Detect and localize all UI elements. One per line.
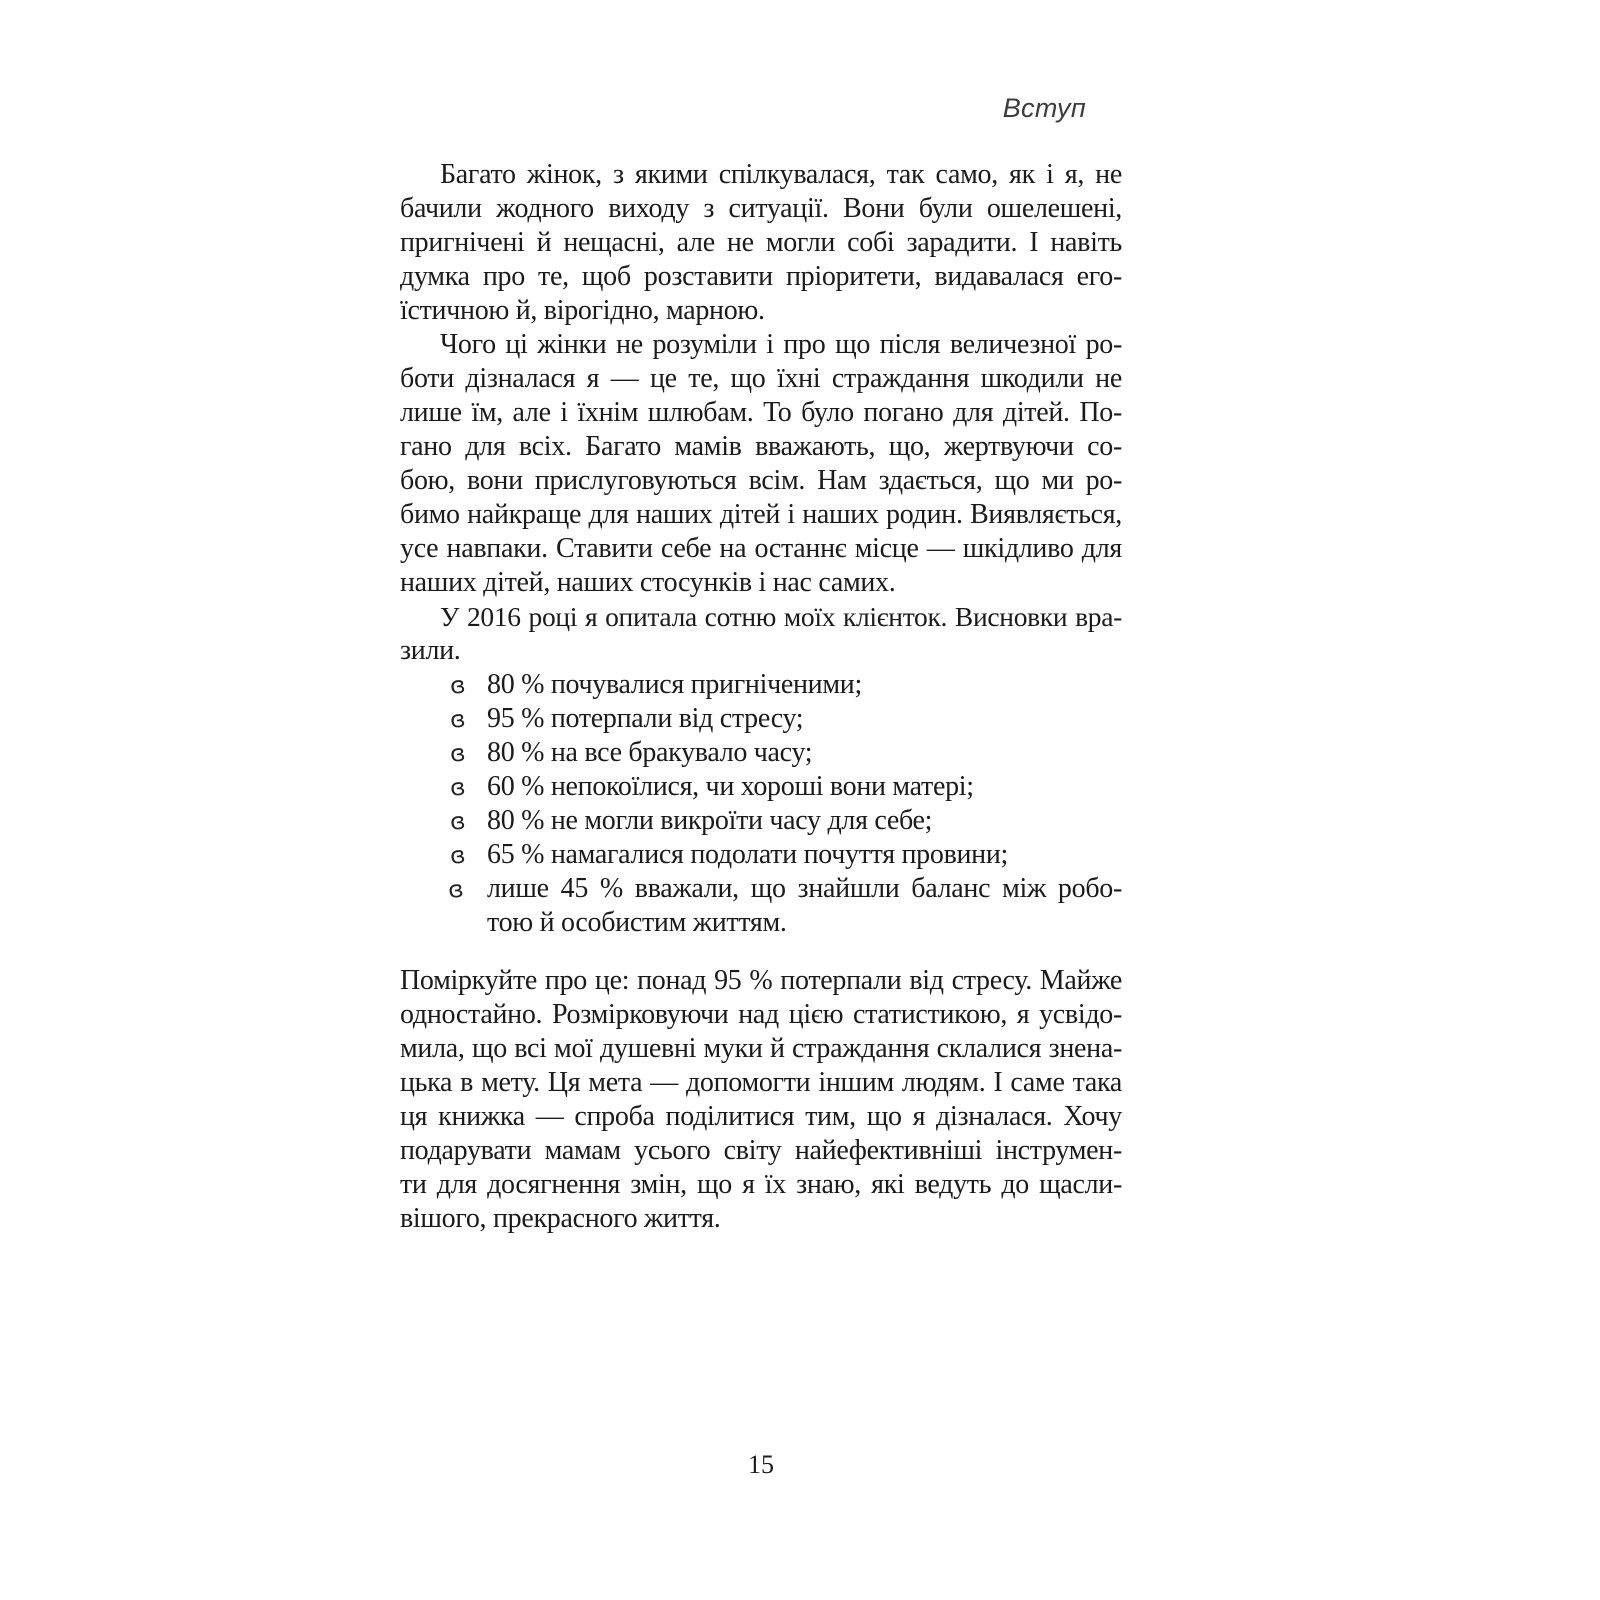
- text-line: У 2016 році я опитала сотню моїх клієнток. Висновки вра-: [440, 601, 1122, 632]
- list-item: [450, 838, 1122, 872]
- text-line: пригнічені й нещасні, але не могли собі зарадити. І навіть: [400, 227, 1122, 258]
- text-line: подарувати мамам усього світу найефективніші інструмен-: [400, 1135, 1122, 1166]
- text-line: 95 % потерпали від стресу;: [487, 703, 804, 734]
- text-line: вішого, прекрасного життя.: [400, 1203, 721, 1234]
- bullet-list: [400, 668, 1122, 940]
- text-line: Багато жінок, з якими спілкувалася, так само, як і я, не: [440, 159, 1122, 190]
- text-line: тою й особистим життям.: [487, 907, 787, 938]
- list-item-text: [487, 804, 1122, 838]
- text-line: одностайно. Розмірковуючи над цією статистикою, я усвідо-: [400, 999, 1122, 1030]
- text-line: усе навпаки. Ставити себе на останнє місце — шкідливо для: [400, 533, 1122, 564]
- text-line: Поміркуйте про це: понад 95 % потерпали від стресу. Майже: [400, 965, 1122, 996]
- text-line: 80 % на все бракувало часу;: [487, 737, 813, 768]
- list-item: [450, 770, 1122, 804]
- text-line: бимо найкраще для наших дітей і наших родин. Виявляється,: [400, 499, 1122, 530]
- paragraph: [400, 328, 1122, 600]
- running-head: Вступ: [1002, 93, 1086, 123]
- text-line: бою, вони прислуговуються всім. Нам здається, що ми ро-: [400, 465, 1122, 496]
- list-item: [450, 736, 1122, 770]
- text-line: мила, що всі мої душевні муки й страждання склалися знена-: [400, 1033, 1122, 1064]
- ornament-bullet-icon: ɞ: [448, 808, 467, 836]
- list-item: [450, 804, 1122, 838]
- text-line: думка про те, щоб розставити пріоритети, видавалася его-: [400, 261, 1122, 292]
- text-block: [400, 158, 1122, 1236]
- ornament-bullet-icon: ɞ: [448, 672, 467, 700]
- ornament-bullet-icon: ɞ: [448, 842, 467, 870]
- list-item-text: [487, 702, 1122, 736]
- text-line: лише їм, але і їхнім шлюбам. То було погано для дітей. По-: [400, 397, 1122, 428]
- list-item-text: [487, 838, 1122, 872]
- text-line: ця книжка — спроба поділитися тим, що я дізналася. Хочу: [400, 1101, 1122, 1132]
- list-item: [450, 668, 1122, 702]
- ornament-bullet-icon: ɞ: [448, 774, 467, 802]
- ornament-bullet-icon: ɞ: [446, 876, 465, 904]
- text-line: бачили жодного виходу з ситуації. Вони були ошелешені,: [400, 193, 1122, 224]
- list-item-text: [487, 736, 1122, 770]
- page-number: 15: [748, 1450, 774, 1479]
- text-line: їстичною й, вірогідно, марною.: [400, 295, 765, 326]
- text-line: 80 % почувалися пригніченими;: [487, 669, 862, 700]
- text-line: лише 45 % вважали, що знайшли баланс між робо-: [487, 873, 1122, 904]
- text-line: боти дізналася я — це те, що їхні страждання шкодили не: [400, 363, 1122, 394]
- text-line: зили.: [400, 635, 461, 666]
- paragraph: [400, 600, 1122, 668]
- list-item-text: [487, 770, 1122, 804]
- list-item-text: [487, 872, 1122, 940]
- text-line: наших дітей, наших стосунків і нас самих.: [400, 567, 896, 598]
- text-line: Чого ці жінки не розуміли і про що після величезної ро-: [440, 329, 1122, 360]
- text-line: гано для всіх. Багато мамів вважають, що, жертвуючи со-: [400, 431, 1122, 462]
- paragraph: [400, 964, 1122, 1236]
- text-line: 60 % непокоїлися, чи хороші вони матері;: [487, 771, 974, 802]
- text-line: 65 % намагалися подолати почуття провини;: [487, 839, 1009, 870]
- text-line: 80 % не могли викроїти часу для себе;: [487, 805, 933, 836]
- list-item: [446, 872, 1122, 940]
- text-line: цька в мету. Ця мета — допомогти іншим людям. І саме така: [400, 1067, 1122, 1098]
- ornament-bullet-icon: ɞ: [448, 740, 467, 768]
- text-line: ти для досягнення змін, що я їх знаю, які ведуть до щасли-: [400, 1169, 1122, 1200]
- list-item: [450, 702, 1122, 736]
- paragraph: [400, 158, 1122, 328]
- list-item-text: [487, 668, 1122, 702]
- ornament-bullet-icon: ɞ: [448, 706, 467, 734]
